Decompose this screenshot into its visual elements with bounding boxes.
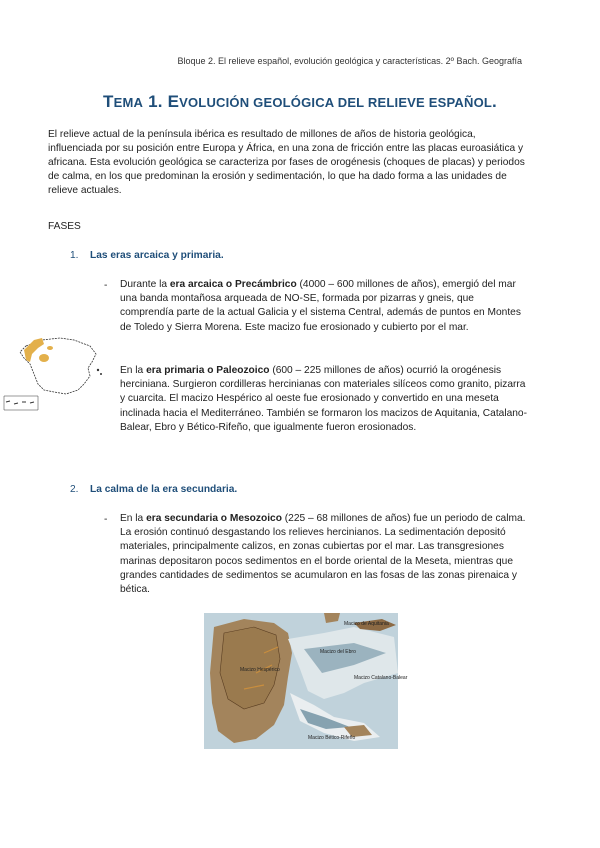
map-label-catalano: Macizo Catalano-Balear [354,675,408,681]
paragraph-mesozoico: En la era secundaria o Mesozoico (225 – 68 millones de años) fue un periodo de calma. La erosión continuó desgastando los relieves hercinianos. La sedimentación depositó materiales, principalmente calizos, en zonas cubiertas por el mar. Las transgresiones marinas depositaron pocos sedimentos en el borde oriental de la Meseta, mientras que grandes cantidades de sedimentos se acumularon en las fosas de las zonas pirenaica y bética. [120,513,526,596]
map-label-meseta: Macizo Hespérico [240,667,280,673]
map-label-ebro: Macizo del Ebro [320,649,356,655]
page-title: TEMA 1. EVOLUCIÓN GEOLÓGICA DEL RELIEVE ESPAÑOL. [103,92,497,111]
map-label-betico: Macizo Bético-Rifeño [308,735,356,741]
mesozoic-map [204,613,408,749]
fases-label: FASES [48,221,81,232]
section-2-heading: 2. La calma de la era secundaria. [70,484,238,495]
bullet-dash: - [104,514,108,525]
intro-paragraph: El relieve actual de la península ibérica es resultado de millones de años de historia geológica, influenciada por su posición entre Europa y África, en una zona de fricción entre las placas euroasiática y africana. Esta evolución geológica se caracteriza por fases de orogénesis (choques de placas) y periodos de calma, en los que predominan la erosión y sedimentación, lo que ha dado forma a las unidades de relieve actuales. [48,129,525,196]
map-label-aquitania: Macizo de Aquitania [344,621,389,627]
paragraph-precambrico: Durante la era arcaica o Precámbrico (4000 – 600 millones de años), emergió del mar una banda montañosa arqueada de NO-SE, formada por pizarras y gneis, que comprendía parte de la actual Galicia y el sistema Central, además de puntos en Montes de Toledo y Sierra Morena. Este macizo fue erosionado y cubierto por el mar. [120,279,521,333]
page-header: Bloque 2. El relieve español, evolución geológica y características. 2º Bach. Geografía [177,56,522,66]
iberia-precambrian-map [4,318,104,418]
section-1-heading: 1. Las eras arcaica y primaria. [70,250,224,261]
paragraph-paleozoico: En la era primaria o Paleozoico (600 – 225 millones de años) ocurrió la orogénesis herciniana. Surgieron cordilleras hercinianas con materiales silíceos como granito, pizarra y cuarcita. El macizo Hespérico al oeste fue erosionado y convertido en una meseta inclinada hacia el Mediterráneo. También se formaron los macizos de Aquitania, Catalano-Balear, Ebro y Bético-Rifeño, que igualmente fueron erosionados. [120,365,527,433]
bullet-dash: - [104,280,108,291]
